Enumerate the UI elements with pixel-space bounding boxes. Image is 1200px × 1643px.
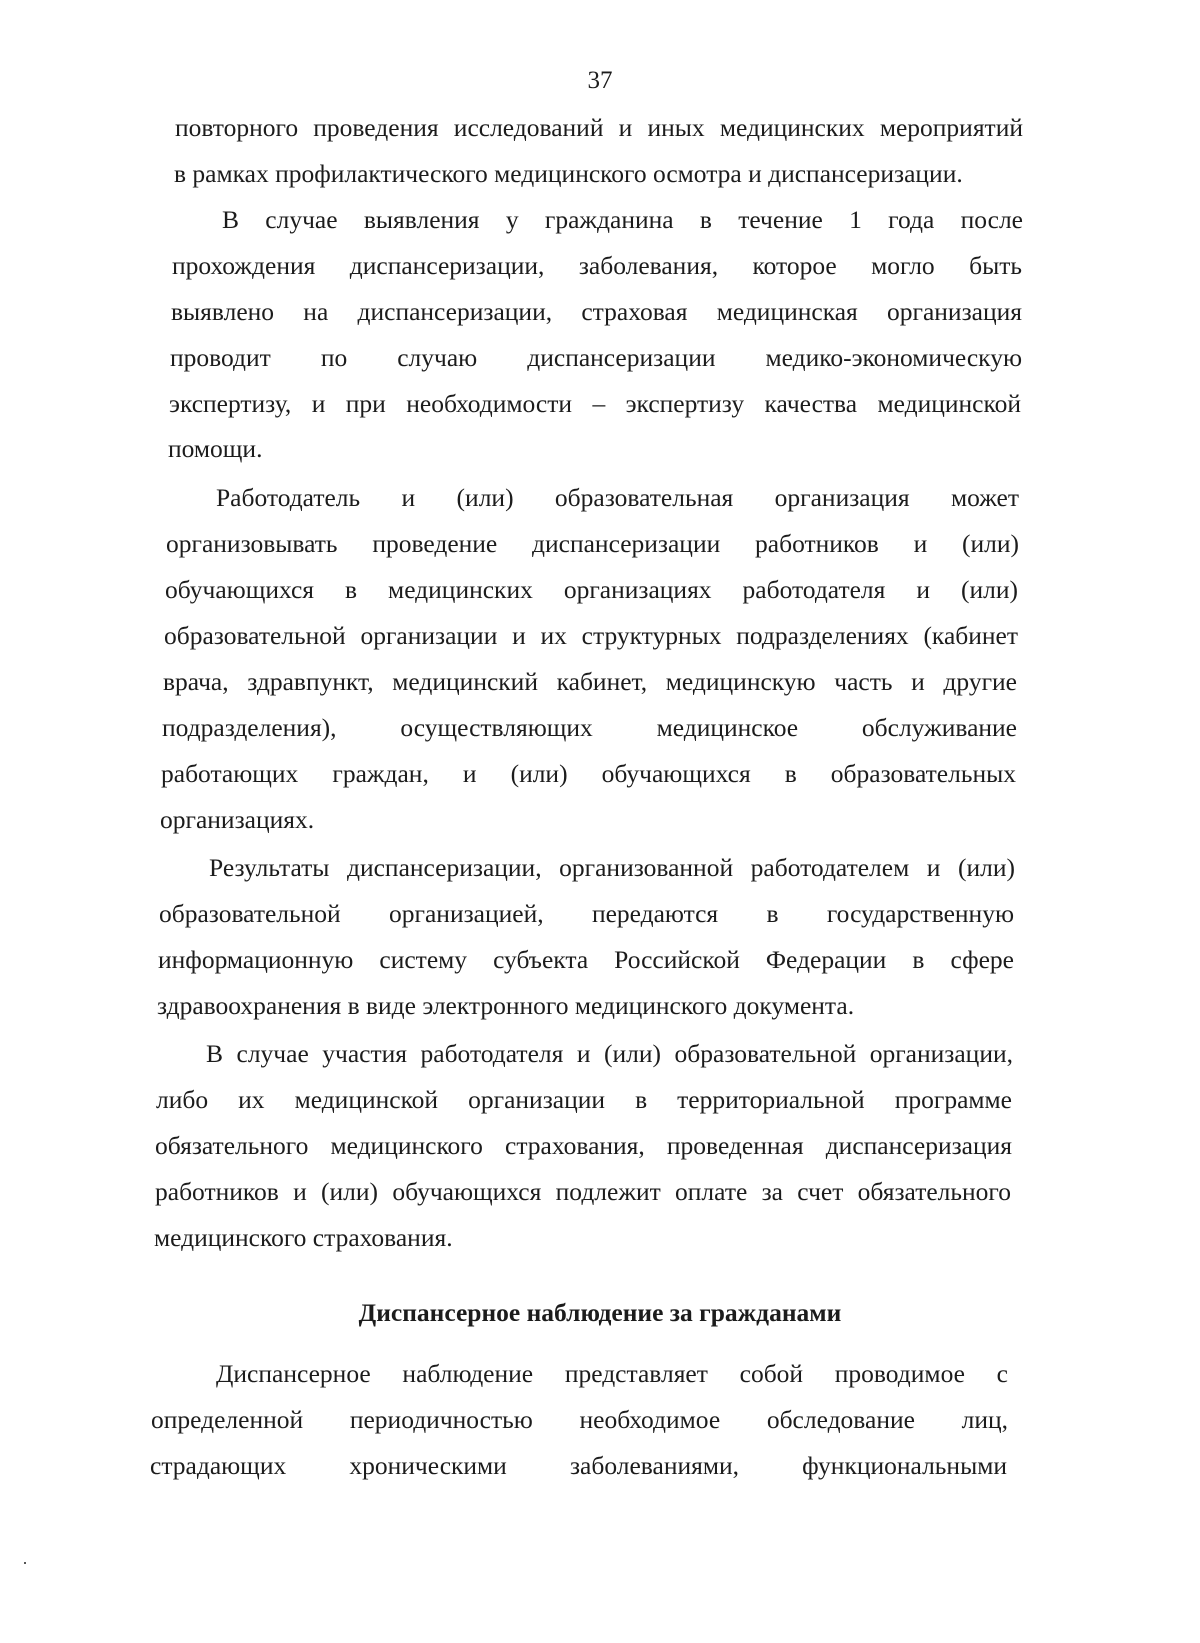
text-line: повторного проведения исследований и иных медицинских мероприятий <box>175 113 1023 142</box>
section-heading: Диспансерное наблюдение за гражданами <box>358 1298 842 1327</box>
text-line: в рамках профилактического медицинского осмотра и диспансеризации. <box>174 159 963 188</box>
text-line: проводит по случаю диспансеризации медико-экономическую <box>170 343 1022 372</box>
text-line: определенной периодичностью необходимое обследование лиц, <box>151 1405 1008 1434</box>
text-line: В случае выявления у гражданина в течение 1 года после <box>222 205 1023 234</box>
text-line: подразделения), осуществляющих медицинское обслуживание <box>162 713 1017 742</box>
text-line: информационную систему субъекта Российской Федерации в сфере <box>158 945 1014 974</box>
text-line: образовательной организации и их структурных подразделениях (кабинет <box>164 621 1018 650</box>
text-line: здравоохранения в виде электронного медицинского документа. <box>157 991 855 1020</box>
text-line: Работодатель и (или) образовательная организация может <box>216 483 1019 512</box>
text-line: работников и (или) обучающихся подлежит оплате за счет обязательного <box>155 1177 1011 1206</box>
text-line: медицинского страхования. <box>154 1223 453 1252</box>
scan-speck <box>24 1562 26 1564</box>
text-line: Диспансерное наблюдение представляет собой проводимое с <box>216 1359 1008 1388</box>
text-line: прохождения диспансеризации, заболевания, которое могло быть <box>172 251 1022 280</box>
text-line: обучающихся в медицинских организациях работодателя и (или) <box>165 575 1018 604</box>
text-line: врача, здравпункт, медицинский кабинет, медицинскую часть и другие <box>163 667 1017 696</box>
text-line: В случае участия работодателя и (или) образовательной организации, <box>206 1039 1013 1068</box>
text-line: работающих граждан, и (или) обучающихся в образовательных <box>161 759 1016 788</box>
text-line: страдающих хроническими заболеваниями, функциональными <box>150 1451 1007 1480</box>
text-line: Результаты диспансеризации, организованной работодателем и (или) <box>209 853 1015 882</box>
text-line: помощи. <box>168 434 263 463</box>
page-number: 37 <box>587 67 613 94</box>
text-line: выявлено на диспансеризации, страховая медицинская организация <box>171 297 1022 326</box>
text-line: организациях. <box>160 805 315 834</box>
text-line: либо их медицинской организации в территориальной программе <box>156 1085 1012 1114</box>
text-line: обязательного медицинского страхования, проведенная диспансеризация <box>155 1131 1012 1160</box>
text-line: экспертизу, и при необходимости – экспертизу качества медицинской <box>169 389 1021 418</box>
text-line: образовательной организацией, передаются в государственную <box>159 899 1014 928</box>
text-line: организовывать проведение диспансеризации работников и (или) <box>166 529 1019 558</box>
